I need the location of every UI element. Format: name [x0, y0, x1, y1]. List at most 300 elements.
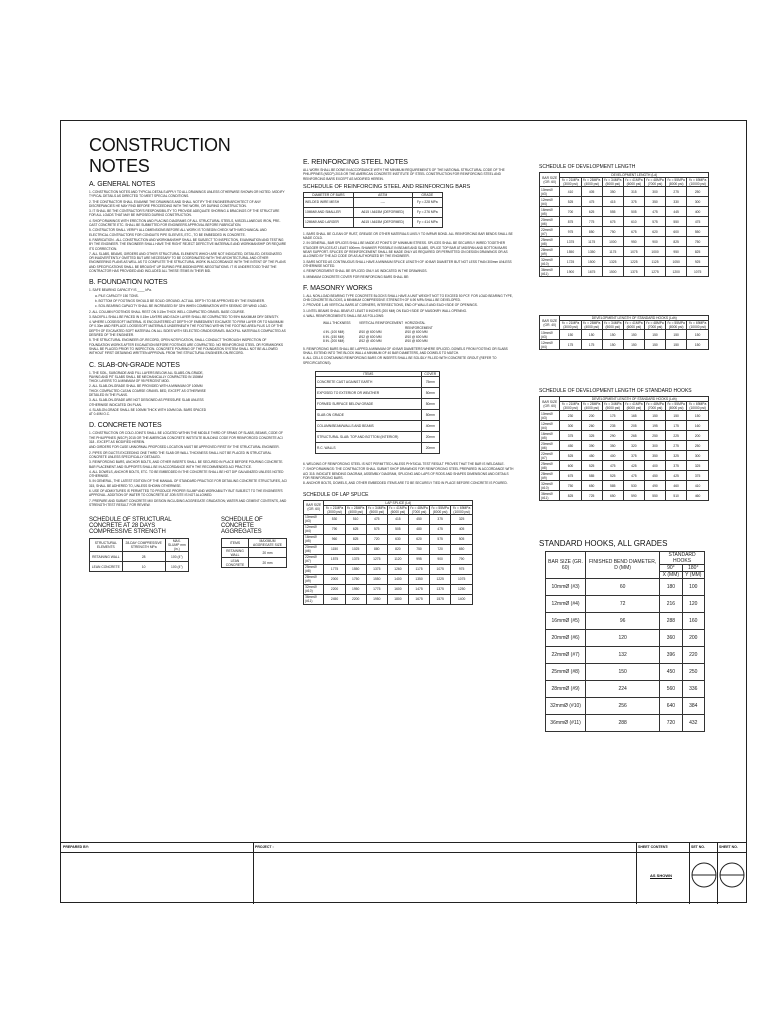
- table-cell: 1375: [345, 554, 366, 564]
- table-cell: 590: [623, 491, 644, 501]
- reinforcing-notes: [303, 159, 515, 279]
- table-cell: 450: [660, 664, 682, 681]
- concrete-schedules: [89, 513, 287, 572]
- table-row: [304, 564, 473, 574]
- table-cell: 60: [586, 579, 660, 596]
- table-cell: 28mmØ (#9): [304, 574, 324, 584]
- table-row: [304, 544, 473, 554]
- foundation-notes-body: [89, 288, 287, 355]
- table-cell: 1550: [560, 247, 581, 257]
- table-cell: 1725: [560, 257, 581, 267]
- table-cell: 1500: [581, 257, 602, 267]
- table-header-row: [222, 539, 287, 548]
- table-cell: 205: [623, 421, 644, 431]
- table-cell: 505: [451, 534, 473, 544]
- table-cell: 1075: [623, 247, 644, 257]
- table-cell: 425: [623, 461, 644, 471]
- table-header-row: [540, 402, 709, 411]
- table-cell: 10mmØ (#3): [304, 514, 324, 524]
- table-cell: 1225: [430, 574, 451, 584]
- table-cell: 132: [586, 647, 660, 664]
- table-row: [304, 594, 473, 604]
- table-cell: RETAINING WALL: [222, 548, 249, 558]
- table-cell: 120: [682, 596, 704, 613]
- table-row: [540, 237, 709, 247]
- table-cell: 475: [687, 217, 709, 227]
- table-cell: 850: [581, 227, 602, 237]
- table-cell: 505: [387, 524, 408, 534]
- table-cell: 325: [687, 461, 709, 471]
- table-cell: 175: [602, 411, 623, 421]
- table-cell: 1950: [366, 594, 387, 604]
- table-cell: LEAN CONCRETE: [90, 562, 123, 572]
- table-cell: 300: [644, 187, 665, 197]
- table-cell: 1120: [387, 554, 408, 564]
- table-header-row: [304, 505, 473, 514]
- table-cell: f'c = 21MPa (3000 psi): [561, 321, 580, 329]
- table-cell: 1400: [387, 574, 408, 584]
- project-label: PROJECT :: [255, 845, 274, 849]
- table-cell: 235: [602, 421, 623, 431]
- table-cell: Fy = 276 MPa: [412, 207, 442, 217]
- table-cell: 90°: [660, 565, 682, 572]
- reinforcing-notes-intro: ALL WORK SHALL BE DONE IN ACCORDANCE WITH THE MINIMUM REQUIREMENTS OF THE NATIONAL STRUCTURAL CODE OF THE PHILIPPINES (NSCP) 2015 OR THE AMERICAN CONCRETE INSTITUTE OF STEEL CONSTRUCTION FOR REINFORCING STEEL AND REINFORCING BARS EXCEPT AS MODIFIED HEREIN.: [303, 168, 505, 181]
- table-cell: DEVELOPMENT LENGTH (Ld): [560, 173, 709, 178]
- wall-reinforcement-cell: Ø12 @ 600 MM: [359, 334, 382, 339]
- reinforcing-notes-body: [303, 232, 515, 279]
- table-cell: 300: [687, 451, 709, 461]
- table-cell: 995: [408, 554, 429, 564]
- reinforcing-notes-paragraph: 1. BARS SHALL BE CLEAN OF RUST, GREASE OR OTHER MATERIALS LIKELY TO IMPAIR BOND. ALL REINFORCING BAR BENDS SHALL BE MADE COLD.: [303, 231, 513, 241]
- table-row: [540, 491, 709, 501]
- table-cell: 315: [623, 187, 644, 197]
- lap-splice-caption: SCHEDULE OF LAP SPLICE: [303, 491, 369, 498]
- table-cell: 20mmØ (#6): [304, 544, 324, 554]
- table-cell: 575: [430, 534, 451, 544]
- table-cell: Fy = 414 MPa: [412, 217, 442, 227]
- concrete-notes-heading: D. CONCRETE NOTES: [89, 422, 162, 430]
- table-cell: 20mm: [421, 443, 439, 454]
- masonry-notes-heading: F. MASONRY WORKS: [303, 284, 373, 292]
- table-cell: 460: [666, 481, 687, 491]
- table-cell: 1675: [581, 267, 602, 277]
- table-cell: 32mmØ (#10): [540, 257, 560, 267]
- table-row: [540, 227, 709, 237]
- hooks-development-table: [539, 396, 709, 501]
- table-cell: 150: [644, 330, 665, 340]
- table-row: [540, 267, 709, 277]
- table-row: [316, 388, 440, 399]
- table-row: [304, 197, 443, 207]
- table-cell: 475: [366, 514, 387, 524]
- table-cell: 625: [345, 524, 366, 534]
- standard-hooks-schedule: [539, 539, 727, 732]
- table-cell: 32mmØ (#10): [546, 698, 586, 715]
- table-cell: 150: [666, 330, 687, 340]
- table-cell: 256: [586, 698, 660, 715]
- prepared-by-cell: [61, 843, 254, 904]
- general-notes-paragraph: 5. CONTRACTOR SHALL VERIFY ALL DIMENSIONS BEFORE ALL WORK IS TO BEGIN CHECK WITH MECHANICAL AND ELECTRICAL CONTRACTORS FOR CONDUITS PIPE SLEEVES, ETC., TO BE EMBEDDED IN CONCRETE.: [89, 228, 267, 237]
- table-cell: 475: [602, 461, 623, 471]
- table-cell: 450: [560, 441, 581, 451]
- table-cell: 1550: [366, 574, 387, 584]
- table-cell: FORMED SURFACE BELOW GRADE: [316, 399, 422, 410]
- table-cell: f'c = 34MPa (5000 psi): [368, 505, 386, 514]
- standard-hooks-caption: STANDARD HOOKS, ALL GRADES: [539, 539, 668, 548]
- slab-notes-body: [89, 371, 209, 417]
- reinforcing-notes-heading: E. REINFORCING STEEL NOTES: [303, 159, 408, 166]
- project-cell: [253, 843, 637, 904]
- table-cell: 12mmØ (#4): [540, 421, 560, 431]
- table-row: [540, 441, 709, 451]
- table-cell: 12mmØ (#4): [540, 340, 560, 350]
- table-cell: 432: [682, 715, 704, 732]
- table-cell: 225: [666, 431, 687, 441]
- table-cell: 620: [644, 227, 665, 237]
- reinforcing-schedule-table: [303, 192, 443, 228]
- table-cell: 975: [451, 564, 473, 574]
- table-row: [546, 698, 705, 715]
- table-cell: 1075: [430, 564, 451, 574]
- table-cell: 10mmØ (#3): [540, 330, 560, 340]
- table-cell: 350: [602, 187, 623, 197]
- table-cell: BAR SIZE (GR. 60): [540, 397, 560, 411]
- structural-concrete-schedule: [89, 513, 199, 572]
- concrete-notes-body: [89, 431, 287, 507]
- table-cell: 12mmØ (#4): [540, 197, 560, 207]
- masonry-notes-body-2: [303, 347, 515, 365]
- table-cell: 825: [666, 237, 687, 247]
- table-cell: 16mmØ (#5): [546, 613, 586, 630]
- table-cell: 150: [666, 340, 687, 350]
- wall-reinforcement-row: [323, 339, 515, 344]
- table-cell: 585: [602, 481, 623, 491]
- table-cell: 300: [687, 197, 709, 207]
- table-row: [540, 481, 709, 491]
- table-cell: 480: [408, 524, 429, 534]
- table-cell: 25mmØ (#8): [540, 237, 560, 247]
- table-cell: 150: [644, 340, 665, 350]
- table-cell: 150: [687, 411, 709, 421]
- table-cell: 550: [644, 491, 665, 501]
- table-cell: 150: [586, 664, 660, 681]
- masonry-notes-paragraph: 6. WELDING OF REINFORCING STEEL IS NOT PERMITTED UNLESS PHYSICAL TEST RESULT PROVES THAT THE BAR IS WELDABLE.: [303, 462, 505, 467]
- table-cell: 275: [666, 187, 687, 197]
- table-cell: 410: [687, 481, 709, 491]
- table-cell: 25mmØ (#8): [540, 461, 560, 471]
- table-cell: 100 (4"): [165, 552, 188, 562]
- table-row: [316, 410, 440, 421]
- slab-notes-paragraph: 4. SLAB-ON-GRADE SHALL BE 100MM THICK WITH 10MM DIA. BARS SPACED AT 0.40M O.C.: [89, 407, 207, 417]
- table-cell: 28mmØ (#9): [540, 471, 560, 481]
- table-cell: 1800: [387, 594, 408, 604]
- table-cell: 375: [623, 197, 644, 207]
- masonry-notes-body: [303, 294, 515, 318]
- table-row: [540, 421, 709, 431]
- lap-splice-schedule: [303, 492, 515, 605]
- table-cell: BAR SIZE (GR. 60): [546, 552, 586, 579]
- table-cell: f'c = 41MPa (6000 psi): [625, 321, 643, 329]
- table-row: [540, 451, 709, 461]
- table-cell: 40mm: [421, 421, 439, 432]
- table-cell: 400: [602, 451, 623, 461]
- column-middle: [303, 155, 515, 605]
- table-cell: 300: [560, 421, 581, 431]
- table-cell: 390: [581, 441, 602, 451]
- table-cell: 325: [451, 514, 473, 524]
- table-cell: f'c = 55MPa (8000 psi): [431, 505, 449, 514]
- table-row: [90, 562, 189, 572]
- table-cell: 925: [687, 257, 709, 267]
- concrete-notes-paragraph: 7. PREPARE AND SUBMIT CONCRETE MIX DESIGN INCLUDING AGGREGATE GRADATION; WATER AND CEMENT CONTENTS, AND STRENGTH TEST RESULT FOR REVIEW.: [89, 498, 287, 507]
- table-cell: 150: [602, 340, 623, 350]
- masonry-notes: [303, 285, 515, 486]
- table-cell: 1550: [345, 564, 366, 574]
- table-cell: 490: [644, 481, 665, 491]
- table-cell: 400: [687, 207, 709, 217]
- table-cell: MAXIMUM AGGREGATE SIZE: [248, 539, 286, 548]
- table-cell: f'c = 48MPa (7000 psi): [410, 505, 428, 514]
- table-cell: f'c = 48MPa (7000 psi): [646, 178, 664, 186]
- table-cell: 375: [666, 461, 687, 471]
- table-cell: 12MMØ AND LARGER: [304, 217, 354, 227]
- table-cell: 1175: [581, 237, 602, 247]
- table-row: [546, 715, 705, 732]
- table-cell: 525: [602, 471, 623, 481]
- table-cell: 525: [560, 451, 581, 461]
- table-row: [540, 207, 709, 217]
- table-row: [546, 681, 705, 698]
- table-row: [316, 443, 440, 454]
- table-cell: 1375: [366, 564, 387, 574]
- table-cell: 415: [387, 514, 408, 524]
- table-row: [540, 217, 709, 227]
- table-cell: DEVELOPMENT LENGTH OF STANDARD HOOKS (Ldh): [560, 397, 709, 402]
- table-cell: 150: [623, 330, 644, 340]
- table-cell: 375: [687, 471, 709, 481]
- table-cell: 150: [602, 330, 623, 340]
- table-cell: X (MM): [660, 572, 682, 579]
- table-cell: 775: [581, 217, 602, 227]
- foundation-notes-heading: B. FOUNDATION NOTES: [89, 279, 168, 287]
- concrete-notes-paragraph: 3. REINFORCING BARS, ANCHOR BOLTS, AND OTHER INSERTS SHALL BE SECURED IN PLACE BEFORE POURING CONCRETE. BAR PLACEMENT AND SUPPORTS SHALL BE IN ACCORDANCE WITH THE RECOMMENDED ACI PRACTICE.: [89, 460, 284, 469]
- foundation-notes-paragraph: 5. THE STRUCTURAL ENGINEER-OF-RECORD, OPEN NOTIFICATION, SHALL CONDUCT THOROUGH INSPECTION OF FOUNDATION WORKS AFTER EXCAVATION BEFORE FOOTINGS ARE COMPACTED. NO REINFORCING STEEL OR FORMWORKS SHALL BE PLACED PRIOR TO INSPECTION. CONCRETE POURING OF THE FOUNDATION SYSTEM SHALL NOT BE ALLOWED WITHOUT FIRST OBTAINING WRITTEN APPROVAL FROM THE STRUCTURAL ENGINEER-ON-RECORD.: [89, 338, 284, 356]
- table-cell: 475: [644, 207, 665, 217]
- column-left: [89, 135, 287, 572]
- masonry-notes-paragraph: 1. ALL NON-LOAD BEARING TYPE CONCRETE BLOCKS SHALL HAVE A UNIT WEIGHT NOT TO EXCEED 50 PCF. FOR LOAD BEARING TYPE, CHB CONCRETE BLOCKS, A MINIMUM COMPRESSIVE STRENGTH OF 6.90 MPA SHALL BE DEVELOPED.: [303, 293, 513, 303]
- table-cell: 75mm: [421, 377, 439, 388]
- table-cell: 525: [581, 461, 602, 471]
- table-cell: 150: [687, 340, 709, 350]
- table-cell: 1050: [666, 257, 687, 267]
- table-cell: 22mmØ (#7): [540, 227, 560, 237]
- table-row: [540, 461, 709, 471]
- table-cell: 700: [560, 207, 581, 217]
- table-cell: 1000: [644, 247, 665, 257]
- table-cell: 260: [581, 421, 602, 431]
- table-cell: 16mmØ (#5): [304, 534, 324, 544]
- table-cell: 875: [560, 217, 581, 227]
- table-cell: DIAMETER OF BARS: [304, 192, 354, 197]
- table-cell: 1150: [324, 544, 345, 554]
- table-row: [304, 217, 443, 227]
- aggregates-schedule: [221, 513, 287, 572]
- table-cell: 405: [451, 524, 473, 534]
- hooks-development-caption: SCHEDULE OF DEVELOPMENT LENGTH OF STANDARD HOOKS: [539, 388, 692, 394]
- table-cell: 28: [122, 552, 165, 562]
- table-cell: 220: [682, 647, 704, 664]
- table-cell: f'c = 41MPa (6000 psi): [625, 402, 643, 410]
- table-cell: A615 / A615M (DEFORMED): [353, 207, 412, 217]
- table-cell: 630: [387, 534, 408, 544]
- table-cell: 16mmØ (#5): [540, 207, 560, 217]
- table-cell: 1775: [324, 564, 345, 574]
- table-cell: 200: [682, 630, 704, 647]
- lap-splice-table: [303, 500, 473, 605]
- table-row: [540, 340, 709, 350]
- general-notes-paragraph: 7. ALL SLABS, BEAMS, GIRDERS AND OTHER STRUCTURAL ELEMENTS WHICH ARE NOT INDICATED, DETAILED, DESIGNATED OR INADVERTENTLY OMITTED BUT ARE NECESSARY TO BE COORDINATED WITH THE ARCHITECTURAL AND OTHER ENGINEERING PLANS AS WELL AS TO COMPLETE THE STRUCTURAL WORK IN ACCORDANCE WITH THE INTENT OF THE PLANS AND SPECIFICATIONS SHALL BE BROUGHT UP DURING PRE-BIDDING/PRE-NEGOTIATIONS. IT IS UNDERSTOOD THAT THE CONTRACTOR HAS PROVIDED AND INCLUDED ALL THESE ITEMS IN THEIR BID.: [89, 251, 286, 274]
- masonry-notes-paragraph: 6. ALL CELLS CONTAINING REINFORCING BARS OR INSERTS SHALL BE SOLIDLY FILLED WITH CONCRETE GROUT (REFER TO SPECIFICATIONS).: [303, 356, 497, 365]
- table-cell: WELDED WIRE MESH: [304, 197, 354, 207]
- table-cell: f'c = 69MPa (10000 psi): [451, 505, 473, 514]
- table-cell: 32mmØ (#10): [304, 584, 324, 594]
- scale-label: AS SHOWN: [650, 873, 672, 878]
- prepared-by-label: PREPARED BY:: [63, 845, 89, 849]
- table-cell: 650: [451, 544, 473, 554]
- table-cell: 25mmØ (#8): [304, 564, 324, 574]
- table-header-row: [540, 321, 709, 330]
- table-cell: 1225: [623, 257, 644, 267]
- table-cell: 445: [666, 207, 687, 217]
- table-cell: 175: [581, 340, 602, 350]
- table-cell: 1500: [602, 267, 623, 277]
- table-cell: 165: [623, 411, 644, 421]
- table-cell: 160: [682, 613, 704, 630]
- table-cell: 2000: [324, 574, 345, 584]
- table-cell: 20 mm: [248, 548, 286, 558]
- table-cell: 1400: [451, 594, 473, 604]
- table-cell: 28mmØ (#9): [540, 247, 560, 257]
- table-cell: 675: [560, 471, 581, 481]
- table-cell: 20mmØ (#6): [540, 441, 560, 451]
- table-cell: 360: [660, 630, 682, 647]
- table-row: [222, 548, 287, 558]
- foundation-notes-paragraph: b. BOTTOM OF FOOTINGS SHOULD BE SOLID GROUND. ACTUAL DEPTH TO BE APPROVED BY THE ENGINEER.: [95, 298, 265, 303]
- reinforcing-notes-paragraph: 3. BARS NOTED AS CONTINUOUS SHALL HAVE A MINIMUM SPLICE LENGTH OF 40 BAR DIAMETER BUT NOT LESS THAN 300mm UNLESS OTHERWISE NOTED.: [303, 259, 512, 268]
- masonry-notes-paragraph: 8. ANCHOR BOLTS, DOWELS, AND OTHER EMBEDDED ITEMS ARE TO BE SECURELY TIED IN PLACE BEFORE CONCRETE IS POURED.: [303, 481, 508, 486]
- wall-reinforcement-cell: Ø10 @ 600 MM: [405, 330, 428, 335]
- table-cell: BAR SIZE (GR. 40): [540, 316, 560, 330]
- table-cell: 550: [687, 227, 709, 237]
- table-cell: f'c = 34MPa (5000 psi): [604, 402, 622, 410]
- table-cell: 16mmØ (#5): [540, 431, 560, 441]
- table-cell: 250: [687, 441, 709, 451]
- reinforcing-schedule-caption: SCHEDULE OF REINFORCING STEEL AND REINFORCING BARS: [303, 183, 471, 190]
- set-no-label: SET NO.: [691, 845, 706, 849]
- table-cell: 375: [623, 451, 644, 461]
- page-title: CONSTRUCTION NOTES: [89, 135, 231, 176]
- table-cell: 575: [366, 524, 387, 534]
- table-cell: 675: [623, 227, 644, 237]
- table-cell: 475: [581, 197, 602, 207]
- table-cell: 585: [581, 471, 602, 481]
- table-cell: 650: [581, 481, 602, 491]
- foundation-notes-paragraph: 3. BACKFILL SHALL BE PACED IN 0.15m LAYERS AND EACH LAYER SHALL BE COMPACTED TO 95% MAXIMUM DRY DENSITY.: [89, 314, 279, 319]
- table-cell: 1750: [345, 574, 366, 584]
- table-cell: 475: [623, 471, 644, 481]
- table-cell: 150: [666, 411, 687, 421]
- table-cell: 150: [687, 330, 709, 340]
- wall-reinforcement-cell: Ø12 @ 400 MM: [359, 339, 382, 344]
- table-cell: 1675: [408, 594, 429, 604]
- table-cell: 950: [666, 247, 687, 257]
- table-cell: 725: [581, 491, 602, 501]
- table-cell: 400: [644, 461, 665, 471]
- wall-reinforcement-cell: 6 IN. (150 MM): [323, 334, 345, 339]
- wall-reinforcement-cell: Ø10 @ 600 MM: [359, 330, 382, 335]
- table-cell: 120: [586, 630, 660, 647]
- table-cell: 1250: [451, 584, 473, 594]
- table-cell: f'c = 28MPa (4000 psi): [582, 402, 601, 410]
- hooks-development-schedule: [539, 388, 727, 501]
- table-cell: 505: [623, 207, 644, 217]
- table-cell: f'c = 48MPa (7000 psi): [646, 402, 664, 410]
- table-cell: 750: [687, 237, 709, 247]
- masonry-notes-paragraph: 3. LINTEL BEAMS SHALL BEAR AT LEAST 8 INCHES (200 MM) ON EACH SIDE OF MASONRY WALL OPENING.: [303, 308, 467, 313]
- table-row: [540, 330, 709, 340]
- table-cell: 28mmØ (#9): [546, 681, 586, 698]
- table-cell: 10mmØ (#3): [540, 411, 560, 421]
- table-cell: 150: [560, 330, 581, 340]
- table-cell: EXPOSED TO EXTERIOR OR WEATHER: [316, 388, 422, 399]
- table-cell: 1075: [687, 267, 709, 277]
- table-cell: 20 mm: [248, 558, 286, 568]
- table-cell: 200: [581, 411, 602, 421]
- table-row: [304, 207, 443, 217]
- table-cell: 625: [581, 207, 602, 217]
- table-cell: 450: [581, 451, 602, 461]
- slab-notes-paragraph: 1. THE SOIL, SUBGRADE AND FILL LAYERS BELOW ALL SLABS-ON-GRADE, PAVING AND PIT SLABS SHALL BE MECHANICALLY COMPACTED IN 150MM THICK LAYERS TO A MINIMUM OF 95 PERCENT MDD.: [89, 370, 204, 384]
- table-cell: 450: [644, 471, 665, 481]
- table-cell: 22mmØ (#7): [546, 647, 586, 664]
- table-cell: f'c = 69MPa (10000 psi): [687, 178, 709, 187]
- table-cell: 1775: [366, 584, 387, 594]
- table-cell: R.C. WALLS: [316, 443, 422, 454]
- table-cell: 216: [660, 596, 682, 613]
- aggregates-table: [221, 538, 287, 568]
- table-row: [222, 558, 287, 568]
- concrete-cover-table: [315, 371, 440, 454]
- table-row: [316, 432, 440, 443]
- table-cell: f'c = 69MPa (10000 psi): [687, 321, 709, 330]
- table-cell: LEAN CONCRETE: [222, 558, 249, 568]
- table-cell: Y (MM): [682, 572, 704, 579]
- table-cell: 530: [324, 514, 345, 524]
- table-cell: 325: [581, 431, 602, 441]
- hooks-ldh-table: [539, 315, 709, 350]
- table-cell: 410: [560, 187, 581, 197]
- wall-reinforcement-cell: 4 IN. (100 MM): [323, 330, 345, 335]
- table-cell: 1375: [623, 267, 644, 277]
- table-cell: 1600: [387, 584, 408, 594]
- table-cell: f'c = 28MPa (4000 psi): [582, 178, 601, 186]
- table-cell: 610: [623, 217, 644, 227]
- table-cell: 1350: [408, 574, 429, 584]
- table-cell: 1075: [451, 574, 473, 584]
- title-block: [61, 842, 746, 904]
- concrete-notes-paragraph: 5. IN GENERAL, THE LATEST EDITION OF THE MANUAL OF STANDARD PRACTICE FOR DETAILING CONCRETE STRUCTURES, ACI 315, SHALL BE ADHERED TO, UNLESS SHOWN OTHERWISE.: [89, 479, 287, 488]
- table-cell: 50mm: [421, 388, 439, 399]
